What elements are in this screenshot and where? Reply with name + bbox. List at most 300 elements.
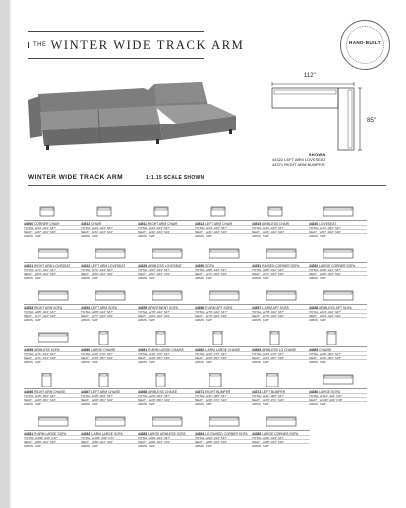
piece-plan-icon: [38, 247, 70, 261]
piece-name: CORNER CHAIR: [34, 221, 60, 226]
row-label: SEAT: [252, 398, 260, 402]
piece-back-outline: [212, 208, 224, 210]
sofa-leg: [46, 145, 49, 150]
piece-outline: [266, 417, 296, 426]
section-title: WINTER WIDE TRACK ARM: [28, 174, 123, 181]
piece-name: CHAIR: [91, 221, 102, 226]
piece-name: ARMLESS SOFA: [34, 347, 60, 352]
row-label: TOTAL: [195, 394, 205, 398]
piece-card: [252, 289, 310, 329]
piece-outline: [268, 207, 282, 216]
piece-card: [195, 205, 253, 245]
row-label: TOTAL: [252, 226, 262, 230]
row-value: h26": [206, 360, 213, 364]
row-value: w99" d44" h37": [263, 436, 285, 440]
row-label: SEAT: [309, 314, 317, 318]
piece-plan-icon: [266, 331, 298, 345]
piece-back-outline: [324, 292, 352, 294]
piece-card: [252, 205, 310, 245]
row-value: w71" d44" h37": [35, 352, 57, 356]
row-label: SEAT: [195, 272, 203, 276]
row-value: h26": [149, 444, 156, 448]
row-value: h26": [35, 444, 42, 448]
piece-code: 44383: [138, 431, 149, 436]
row-label: TOTAL: [195, 268, 205, 272]
piece-name: RAISED CORNER SOFA: [262, 263, 300, 268]
row-value: w106" d44" h37": [35, 436, 58, 440]
row-value: w31" d24" h19": [263, 230, 285, 234]
piece-name: ARMLESS CHAISE: [148, 389, 178, 394]
piece-plan-icon: [209, 415, 241, 429]
row-value: h26": [149, 402, 156, 406]
piece-outline: [209, 373, 221, 387]
piece-back-outline: [210, 250, 238, 252]
piece-back-outline: [267, 292, 295, 294]
piece-code: 44361: [138, 347, 149, 352]
row-value: w29" d51" h19": [149, 398, 171, 402]
row-value: w44" d44" h37": [206, 226, 228, 230]
seal-inner-ring: [346, 26, 384, 64]
piece-code: 44381: [24, 431, 35, 436]
row-label: SEAT: [195, 230, 203, 234]
shown-code: 44322: [272, 157, 284, 163]
row-value: w64" d24" h19": [149, 314, 171, 318]
piece-arms-row: [195, 359, 253, 364]
row-label: TOTAL: [81, 226, 91, 230]
piece-code: 44365: [309, 347, 320, 352]
row-value: w78" d44" h37": [149, 310, 171, 314]
piece-outline: [156, 331, 165, 345]
row-value: h26": [263, 360, 270, 364]
row-label: ARMS: [138, 444, 147, 448]
row-label: ARMS: [138, 402, 147, 406]
shown-legend: [272, 152, 326, 168]
plan-loveseat: [272, 88, 338, 108]
row-value: w78" d44" h37": [263, 310, 285, 314]
piece-arms-row: [309, 275, 367, 280]
row-value: h26": [149, 360, 156, 364]
row-label: SEAT: [252, 314, 260, 318]
row-label: ARMS: [252, 444, 261, 448]
row-value: w71" d44" h37": [92, 268, 114, 272]
piece-arms-row: [24, 275, 82, 280]
row-value: w29" d51" h19": [35, 398, 57, 402]
row-label: ARMS: [24, 360, 33, 364]
row-value: h26": [320, 402, 327, 406]
row-value: h26": [149, 318, 156, 322]
piece-name: LOVESEAT: [319, 221, 337, 226]
piece-outline: [266, 291, 296, 300]
piece-name: ARMLESS LOVESEAT: [148, 263, 182, 268]
row-label: TOTAL: [24, 352, 34, 356]
row-value: w99" d44" h37": [320, 268, 342, 272]
piece-back-outline: [153, 250, 181, 252]
piece-plan-icon: [209, 247, 241, 261]
piece-arms-row: [24, 443, 82, 448]
row-value: w85" d44" h37": [206, 268, 228, 272]
piece-outline: [97, 207, 111, 216]
piece-name: RIGHT ARM LOVESEAT: [34, 263, 71, 268]
row-label: TOTAL: [138, 436, 148, 440]
row-value: w44" d44" h37": [35, 226, 57, 230]
row-value: w31" d24" h19": [206, 230, 228, 234]
piece-back-outline: [41, 208, 53, 210]
row-value: w70" d24" h19": [206, 314, 228, 318]
piece-name: LEFT ARM CHAIR: [205, 221, 233, 226]
piece-back-outline: [267, 418, 295, 420]
row-value: w78" d44" h37": [206, 310, 228, 314]
piece-code: 44325: [138, 263, 149, 268]
row-value: w71" d24" h19": [206, 272, 228, 276]
row-label: ARMS: [24, 402, 33, 406]
piece-arms-row: [24, 401, 82, 406]
piece-plan-icon: [152, 373, 184, 387]
row-value: h26": [263, 276, 270, 280]
piece-back-outline: [39, 250, 67, 252]
plan-bumper-back: [348, 90, 352, 148]
row-value: w33" d57" h19": [206, 356, 228, 360]
piece-outline: [42, 373, 51, 387]
row-value: h26": [206, 402, 213, 406]
row-label: TOTAL: [138, 394, 148, 398]
row-value: w71" d24" h19": [35, 356, 57, 360]
row-label: ARMS: [195, 444, 204, 448]
row-label: SEAT: [24, 230, 32, 234]
row-value: h26": [263, 402, 270, 406]
piece-card: [252, 247, 310, 287]
row-label: TOTAL: [252, 268, 262, 272]
piece-plan-icon: [152, 331, 184, 345]
piece-arms-row: [138, 359, 196, 364]
piece-outline: [266, 373, 278, 387]
piece-arms-row: [309, 317, 367, 322]
seal-text: HAND-BUILT: [349, 40, 381, 45]
piece-card: [24, 205, 82, 245]
row-value: w85" d24" h19": [263, 440, 285, 444]
piece-name: LARGE CORNER SOFA: [319, 263, 356, 268]
piece-name: LEFT ARM SOFA: [91, 305, 117, 310]
piece-arms-row: [195, 275, 253, 280]
piece-name: ARMLESS LG CHAISE: [262, 347, 297, 352]
row-label: ARMS: [138, 318, 147, 322]
piece-plan-icon: [95, 289, 127, 303]
row-label: SEAT: [81, 440, 89, 444]
piece-outline: [38, 249, 68, 258]
row-value: w71" d24" h19": [263, 272, 285, 276]
row-value: w40" d70" h37": [149, 352, 171, 356]
row-label: ARMS: [195, 318, 204, 322]
piece-code: 44512: [81, 221, 92, 226]
row-label: SEAT: [138, 230, 146, 234]
row-value: w71" d44" h37": [320, 226, 342, 230]
row-value: h26": [263, 234, 270, 238]
piece-outline: [99, 331, 108, 345]
piece-name: LG RAISED CORNER SOFA: [205, 431, 248, 436]
piece-card: [81, 373, 139, 413]
row-value: h26": [149, 276, 156, 280]
piece-code: 44351: [252, 263, 263, 268]
row-value: w33" d57" h19": [149, 356, 171, 360]
row-label: ARMS: [81, 444, 90, 448]
piece-outline: [95, 249, 125, 258]
row-value: h26": [35, 318, 42, 322]
piece-outline: [270, 331, 279, 345]
hand-built-seal: [340, 20, 390, 70]
row-label: TOTAL: [309, 226, 319, 230]
piece-card: [138, 205, 196, 245]
piece-card: [195, 415, 253, 455]
row-value: h26": [92, 276, 99, 280]
row-label: ARMS: [195, 402, 204, 406]
depth-dimension: 85": [367, 118, 376, 124]
piece-card: [81, 247, 139, 287]
piece-card: [252, 415, 310, 455]
row-label: TOTAL: [138, 226, 148, 230]
row-label: TOTAL: [24, 310, 34, 314]
piece-plan-icon: [323, 247, 355, 261]
piece-name: LARGE ARMLESS SOFA: [148, 431, 186, 436]
piece-plan-icon: [323, 331, 355, 345]
row-value: w85" d24" h19": [206, 440, 228, 444]
piece-plan-icon: [95, 247, 127, 261]
row-label: ARMS: [252, 234, 261, 238]
row-value: h26": [35, 276, 42, 280]
piece-plan-icon: [209, 373, 241, 387]
piece-outline: [211, 207, 225, 216]
piece-card: [252, 331, 310, 371]
row-value: h26": [320, 234, 327, 238]
shown-code: 44371: [272, 162, 284, 168]
piece-arms-row: [252, 233, 310, 238]
row-value: w57" d44" h37": [149, 268, 171, 272]
row-value: w99" d24" h19": [35, 440, 57, 444]
piece-code: 44385: [252, 431, 263, 436]
row-value: h26": [320, 276, 327, 280]
row-label: TOTAL: [24, 226, 34, 230]
piece-arms-row: [138, 317, 196, 322]
row-value: w36" d64" h37": [320, 352, 342, 356]
piece-plan-icon: [95, 331, 127, 345]
piece-back-outline: [155, 208, 167, 210]
piece-code: 44321: [24, 263, 35, 268]
piece-code: 44350: [195, 263, 206, 268]
row-value: w31" d24" h19": [149, 230, 171, 234]
row-value: w37" d24" h19": [35, 230, 57, 234]
piece-card: [195, 373, 253, 413]
plan-bumper: [338, 88, 354, 150]
piece-name: LARGE SOFA: [319, 389, 340, 394]
sofa-leg: [156, 139, 159, 144]
piece-outline: [209, 417, 239, 426]
piece-outline: [95, 417, 125, 426]
piece-card: [138, 289, 196, 329]
piece-name: SOFA: [205, 263, 214, 268]
piece-back-outline: [267, 250, 295, 252]
piece-plan-icon: [323, 373, 355, 387]
row-label: ARMS: [309, 318, 318, 322]
row-value: w33" d70" h37": [263, 352, 285, 356]
piece-code: 44354: [81, 305, 92, 310]
row-label: ARMS: [24, 234, 33, 238]
row-value: w63" d24" h19": [35, 272, 57, 276]
piece-outline: [323, 249, 353, 258]
piece-code: 44366: [24, 389, 35, 394]
piece-outline: [99, 373, 108, 387]
row-label: ARMS: [309, 402, 318, 406]
row-value: h26": [206, 318, 213, 322]
row-label: TOTAL: [24, 394, 34, 398]
row-label: SEAT: [138, 272, 146, 276]
piece-plan-icon: [38, 373, 70, 387]
sofa-right-back: [154, 82, 206, 104]
row-value: w33" d57" h19": [92, 356, 114, 360]
row-label: SEAT: [81, 356, 89, 360]
piece-outline: [38, 417, 68, 426]
row-value: w85" d44" h37": [92, 310, 114, 314]
row-label: ARMS: [252, 318, 261, 322]
piece-back-outline: [214, 332, 221, 334]
piece-plan-icon: [152, 289, 184, 303]
row-label: TOTAL: [138, 268, 148, 272]
row-label: TOTAL: [252, 310, 262, 314]
piece-plan-icon: [38, 289, 70, 303]
row-value: h26": [206, 234, 213, 238]
row-label: ARMS: [81, 234, 90, 238]
row-value: w33" d44" h37": [263, 226, 285, 230]
row-value: h26": [149, 234, 156, 238]
row-label: SEAT: [195, 356, 203, 360]
row-value: w40" d70" h37": [92, 352, 114, 356]
piece-name: LEFT BUMPER: [262, 389, 286, 394]
piece-card: [138, 415, 196, 455]
piece-back-outline: [39, 418, 67, 420]
piece-code: 44367: [81, 389, 92, 394]
row-value: h26": [92, 360, 99, 364]
row-value: w64" d44" h37": [320, 310, 342, 314]
piece-plan-icon: [266, 373, 298, 387]
plan-loveseat-back: [274, 90, 336, 94]
sofa-left-arm: [28, 96, 42, 138]
row-value: w63" d24" h19": [92, 272, 114, 276]
row-label: TOTAL: [309, 352, 319, 356]
row-label: SEAT: [138, 356, 146, 360]
row-label: TOTAL: [81, 310, 91, 314]
row-value: w99" d24" h19": [92, 440, 114, 444]
row-value: w57" d24" h19": [320, 230, 342, 234]
piece-outline: [152, 417, 182, 426]
piece-arms-row: [309, 401, 367, 406]
row-label: TOTAL: [252, 436, 262, 440]
piece-card: [138, 247, 196, 287]
piece-code: 44352: [309, 263, 320, 268]
piece-arms-row: [81, 275, 139, 280]
piece-arms-row: [252, 359, 310, 364]
row-label: SEAT: [24, 314, 32, 318]
piece-name: R ARM LARGE CHAISE: [148, 347, 184, 352]
row-label: SEAT: [138, 398, 146, 402]
row-value: h26": [92, 444, 99, 448]
row-value: h26": [263, 318, 270, 322]
piece-name: L ARM LARGE CHAISE: [205, 347, 241, 352]
row-label: TOTAL: [195, 436, 205, 440]
row-label: TOTAL: [24, 436, 34, 440]
piece-code: 44322: [81, 263, 92, 268]
piece-card: [81, 415, 139, 455]
row-label: SEAT: [195, 398, 203, 402]
piece-back-outline: [324, 376, 352, 378]
row-label: SEAT: [309, 272, 317, 276]
row-value: h26": [320, 360, 327, 364]
row-label: SEAT: [138, 440, 146, 444]
piece-arms-row: [138, 401, 196, 406]
row-label: TOTAL: [195, 352, 205, 356]
sofa-leg: [229, 129, 232, 134]
row-value: w44" d44" h37": [92, 226, 114, 230]
scale-note: 1:1.15 SCALE SHOWN: [146, 175, 205, 181]
piece-code: 44372: [252, 389, 263, 394]
row-value: w114" d44" h37": [320, 394, 343, 398]
piece-plan-icon: [152, 205, 184, 219]
row-label: SEAT: [24, 440, 32, 444]
piece-card: [138, 373, 196, 413]
piece-arms-row: [195, 233, 253, 238]
piece-name: R ARM LARGE SOFA: [34, 431, 67, 436]
piece-outline: [323, 291, 353, 300]
piece-outline: [156, 373, 165, 387]
row-label: TOTAL: [309, 310, 319, 314]
row-label: ARMS: [24, 276, 33, 280]
row-label: SEAT: [24, 356, 32, 360]
row-label: ARMS: [24, 444, 33, 448]
row-value: h26": [92, 402, 99, 406]
piece-card: [252, 373, 310, 413]
row-label: ARMS: [81, 276, 90, 280]
piece-plan-icon: [152, 247, 184, 261]
row-value: h26": [206, 444, 213, 448]
piece-back-outline: [96, 418, 124, 420]
piece-name: APARTMENT SOFA: [148, 305, 178, 310]
piece-arms-row: [81, 233, 139, 238]
piece-back-outline: [100, 374, 107, 376]
piece-back-outline: [96, 250, 124, 252]
row-label: SEAT: [195, 314, 203, 318]
shown-label: SHOWN: [308, 152, 326, 157]
page-edge-highlight: [10, 0, 12, 508]
row-label: TOTAL: [24, 268, 34, 272]
piece-name: ARMLESS APT SOFA: [319, 305, 352, 310]
piece-arms-row: [138, 275, 196, 280]
row-value: w85" d24" h19": [320, 272, 342, 276]
piece-card: [309, 289, 367, 329]
row-label: TOTAL: [252, 394, 262, 398]
row-label: ARMS: [81, 402, 90, 406]
row-label: SEAT: [24, 272, 32, 276]
piece-arms-row: [252, 401, 310, 406]
page-edge: [0, 0, 10, 508]
row-label: ARMS: [252, 360, 261, 364]
piece-arms-row: [195, 401, 253, 406]
row-label: SEAT: [252, 272, 260, 276]
piece-plan-icon: [266, 289, 298, 303]
piece-code: 44360: [81, 347, 92, 352]
piece-outline: [152, 249, 182, 258]
piece-back-outline: [328, 332, 335, 334]
piece-arms-row: [195, 317, 253, 322]
piece-name: RIGHT ARM CHAIR: [147, 221, 178, 226]
piece-back-outline: [210, 418, 238, 420]
piece-card: [81, 205, 139, 245]
row-label: ARMS: [195, 360, 204, 364]
